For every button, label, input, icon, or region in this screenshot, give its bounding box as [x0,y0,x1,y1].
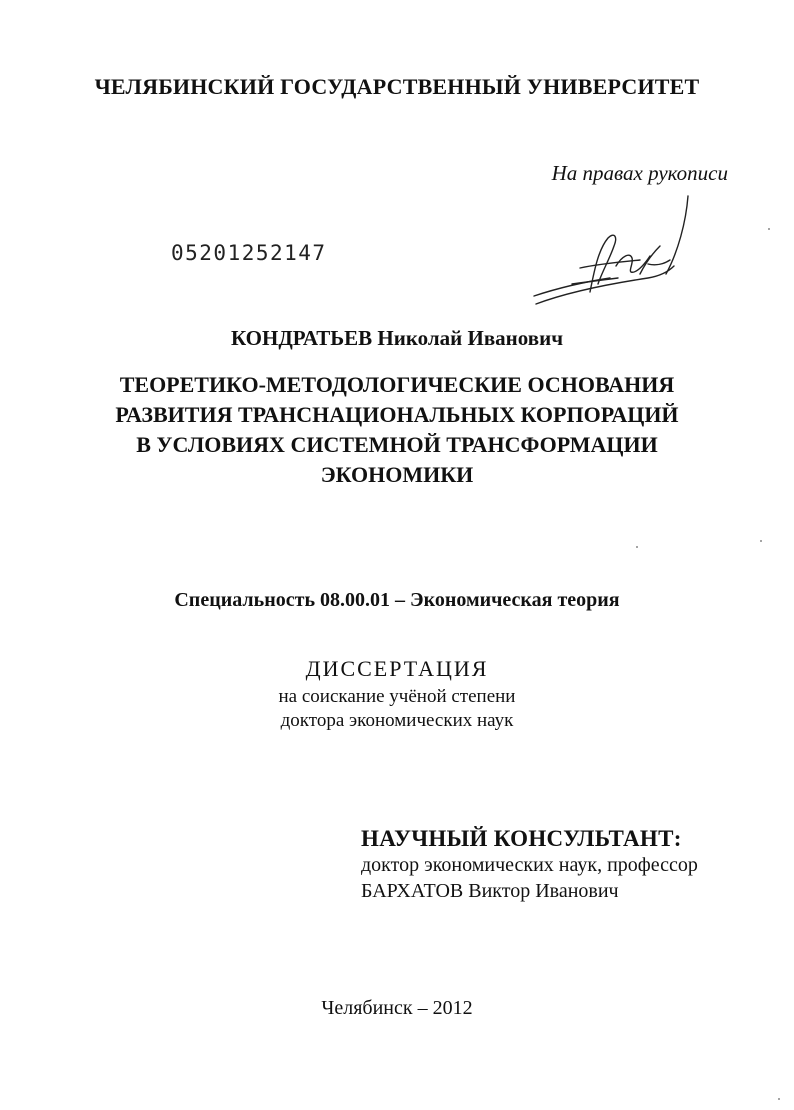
title-line: ТЕОРЕТИКО-МЕТОДОЛОГИЧЕСКИЕ ОСНОВАНИЯ [119,372,675,397]
title-line: ЭКОНОМИКИ [320,462,474,487]
author-surname: КОНДРАТЬЕВ [230,326,373,350]
specialty: Специальность 08.00.01 – Экономическая теория [174,589,620,611]
scan-speck [778,1098,780,1100]
consultant-heading: НАУЧНЫЙ КОНСУЛЬТАНТ: [361,826,682,851]
scan-speck [760,540,762,542]
serial-number: 05201252147 [171,241,327,265]
consultant-degree: доктор экономических наук, профессор [361,854,698,876]
rights-note: На правах рукописи [551,161,728,185]
dissertation-title [0,370,794,490]
university-name: ЧЕЛЯБИНСКИЙ ГОСУДАРСТВЕННЫЙ УНИВЕРСИТЕТ [94,74,700,99]
author-name [0,326,794,351]
scan-speck [636,546,638,548]
city-year: Челябинск – 2012 [321,997,473,1019]
degree-name-line: доктора экономических наук [280,710,514,731]
consultant-name: БАРХАТОВ Виктор Иванович [361,880,619,902]
degree-purpose-line: на соискание учёной степени [278,686,516,707]
title-line: В УСЛОВИЯХ СИСТЕМНОЙ ТРАНСФОРМАЦИИ [136,432,658,457]
title-line: РАЗВИТИЯ ТРАНСНАЦИОНАЛЬНЫХ КОРПОРАЦИЙ [115,402,679,427]
scientific-consultant-block [361,826,698,904]
author-given-names: Николай Иванович [377,326,564,350]
handwritten-signature [528,192,708,312]
dissertation-heading: ДИССЕРТАЦИЯ [305,656,489,681]
scan-speck [768,228,770,230]
